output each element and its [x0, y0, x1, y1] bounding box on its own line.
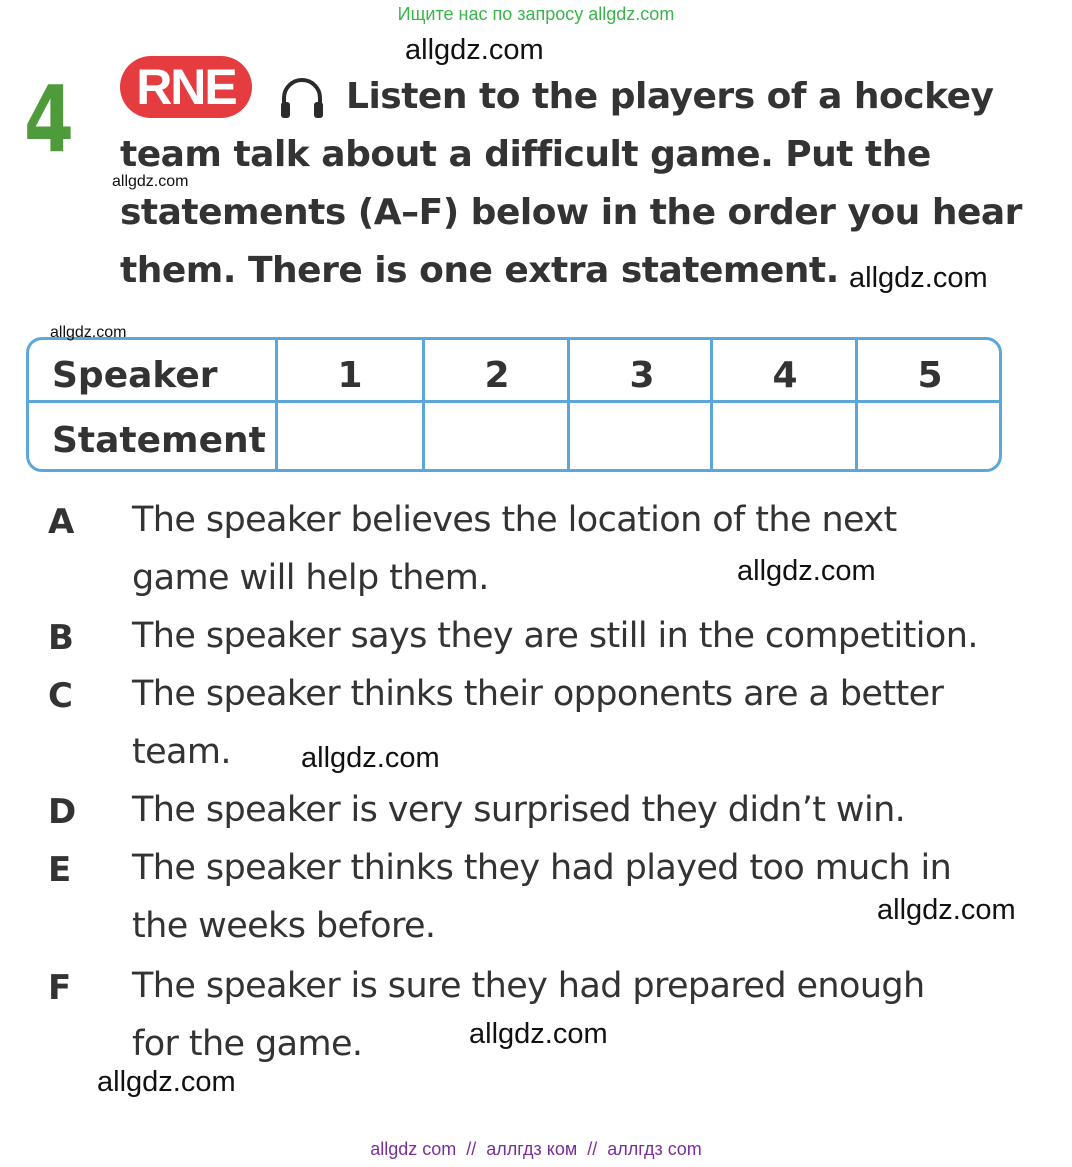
watermark: allgdz.com — [737, 555, 876, 587]
statement-row-header: Statement — [52, 420, 266, 461]
rne-badge: RNE — [120, 56, 252, 118]
answer-cell-2[interactable] — [425, 404, 567, 468]
statement-letter: C — [48, 676, 73, 716]
statement-text: for the game. — [132, 1024, 363, 1064]
statement-text: The speaker thinks they had played too much in — [132, 848, 952, 888]
instruction-line-2: team talk about a difficult game. Put the — [120, 134, 931, 175]
statement-letter: D — [48, 792, 77, 832]
speaker-row-header: Speaker — [52, 355, 218, 396]
watermark: allgdz.com — [405, 34, 544, 66]
footer-links[interactable]: allgdz com // аллгдз ком // аллгдз com — [370, 1139, 702, 1159]
statement-text: The speaker is very surprised they didn’t win. — [132, 790, 906, 830]
instruction-line-4: them. There is one extra statement. — [120, 250, 839, 291]
answer-cell-1[interactable] — [278, 404, 422, 468]
speaker-number: 1 — [337, 355, 363, 396]
watermark: allgdz.com — [849, 262, 988, 294]
statement-text: The speaker thinks their opponents are a better — [132, 674, 944, 714]
statement-text: The speaker says they are still in the competition. — [132, 616, 978, 656]
statement-text: the weeks before. — [132, 906, 436, 946]
answer-cell-3[interactable] — [570, 404, 710, 468]
exercise-number: 4 — [24, 66, 74, 173]
instruction-line-1: Listen to the players of a hockey — [346, 76, 994, 117]
answer-cell-5[interactable] — [858, 404, 998, 468]
statement-letter: E — [48, 850, 72, 890]
speaker-number: 5 — [917, 355, 943, 396]
speaker-number: 4 — [772, 355, 798, 396]
table-row-divider — [29, 400, 999, 403]
watermark: allgdz.com — [877, 894, 1016, 926]
instruction-line-3: statements (A–F) below in the order you hear — [120, 192, 1022, 233]
statement-letter: F — [48, 968, 72, 1008]
watermark: allgdz.com — [301, 742, 440, 774]
watermark: allgdz.com — [112, 173, 189, 190]
watermark: allgdz.com — [469, 1018, 608, 1050]
statement-letter: B — [48, 618, 74, 658]
answer-cell-4[interactable] — [713, 404, 855, 468]
statement-text: The speaker believes the location of the next — [132, 500, 897, 540]
search-hint-link[interactable]: Ищите нас по запросу allgdz.com — [397, 4, 675, 24]
speaker-number: 3 — [629, 355, 655, 396]
speaker-number: 2 — [484, 355, 510, 396]
statement-text: The speaker is sure they had prepared enough — [132, 966, 925, 1006]
statement-text: game will help them. — [132, 558, 489, 598]
headphones-icon — [276, 72, 328, 122]
statement-text: team. — [132, 732, 231, 772]
watermark: allgdz.com — [50, 324, 127, 341]
statement-letter: A — [48, 502, 75, 542]
watermark: allgdz.com — [97, 1066, 236, 1098]
